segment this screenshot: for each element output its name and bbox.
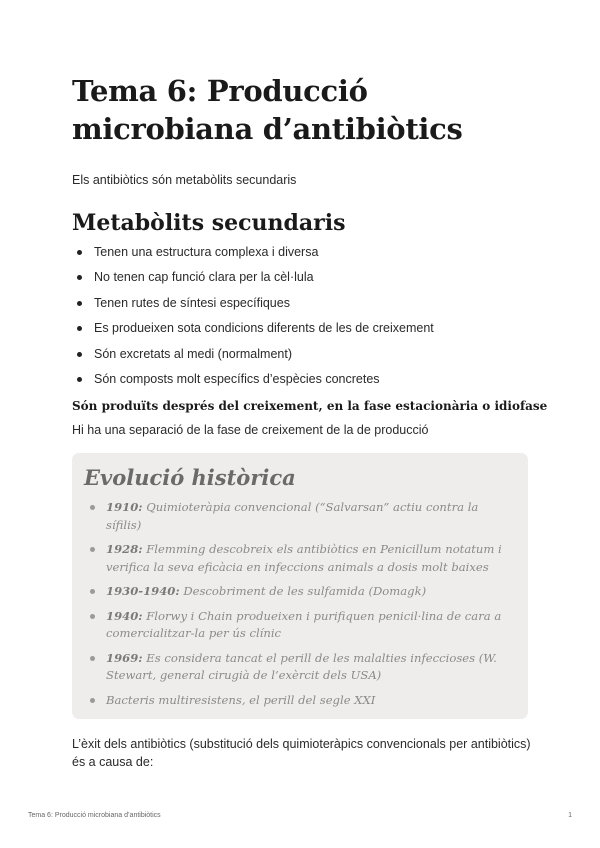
list-item bbox=[72, 269, 532, 294]
list-item-text: Tenen rutes de síntesi específiques bbox=[94, 295, 290, 310]
bullet-icon bbox=[90, 614, 95, 619]
list-item-text: No tenen cap funció clara per la cèl·lula bbox=[94, 270, 314, 285]
history-text: Descobriment de les sulfamida (Domagk) bbox=[179, 584, 427, 598]
history-text: Florwy i Chain produeixen i purifiquen penicil·lina de cara a comercialitzar-la per ús clínic bbox=[106, 608, 502, 640]
bullet-icon bbox=[90, 698, 95, 703]
bullet-icon bbox=[77, 377, 82, 382]
bullet-icon bbox=[77, 326, 82, 331]
history-text: Quimioteràpia convencional (“Salvarsan” actiu contra la sífilis) bbox=[106, 500, 479, 532]
list-item-text: Tenen una estructura complexa i diversa bbox=[94, 245, 319, 259]
list-item bbox=[72, 320, 532, 345]
section-heading: Metabòlits secundaris bbox=[72, 210, 346, 236]
bullet-list bbox=[72, 244, 532, 396]
closing-paragraph: L’èxit dels antibiòtics (substitució dels quimioteràpics convencionals per antibiòtics) és a causa de: bbox=[72, 737, 531, 769]
history-year: 1969: bbox=[106, 650, 143, 665]
page-number: 1 bbox=[568, 812, 572, 819]
bullet-icon bbox=[90, 589, 95, 594]
intro-text: Els antibiòtics són metabòlits secundaris bbox=[72, 173, 297, 187]
history-callout bbox=[72, 453, 528, 719]
list-item bbox=[72, 346, 532, 371]
history-item bbox=[84, 692, 514, 710]
history-year: 1928: bbox=[106, 542, 143, 556]
footer-title: Tema 6: Producció microbiana d’antibiòtics bbox=[28, 812, 161, 819]
history-item bbox=[84, 583, 514, 601]
history-year: 1910: bbox=[106, 500, 143, 514]
list-item-text: Són composts molt específics d’espècies concretes bbox=[94, 371, 380, 386]
history-item bbox=[84, 499, 514, 534]
list-item bbox=[72, 244, 532, 269]
bold-statement: Són produïts després del creixement, en la fase estacionària o idiofase bbox=[72, 399, 548, 413]
history-item bbox=[84, 650, 514, 685]
bullet-icon bbox=[90, 505, 95, 510]
bullet-icon bbox=[77, 352, 82, 357]
history-year: 1940: bbox=[106, 608, 143, 623]
bullet-icon bbox=[77, 275, 82, 280]
callout-heading: Evolució històrica bbox=[84, 465, 296, 490]
separation-note: Hi ha una separació de la fase de creixement de la de producció bbox=[72, 423, 429, 437]
bullet-icon bbox=[90, 656, 95, 661]
history-list bbox=[84, 499, 514, 716]
list-item bbox=[72, 371, 532, 396]
bullet-icon bbox=[77, 301, 82, 306]
history-year: 1930-1940: bbox=[106, 584, 180, 598]
history-text: Es considera tancat el perill de les malalties infeccioses (W. Stewart, general cirugià de l’exèrcit dels USA) bbox=[106, 650, 497, 682]
list-item-text: Són excretats al medi (normalment) bbox=[94, 346, 292, 361]
history-item bbox=[84, 608, 514, 643]
bullet-icon bbox=[77, 250, 82, 255]
list-item-text: Es produeixen sota condicions diferents de les de creixement bbox=[94, 321, 434, 336]
list-item bbox=[72, 295, 532, 320]
page-title: Tema 6: Producció microbiana d’antibiòtics bbox=[72, 74, 463, 146]
history-item bbox=[84, 541, 514, 576]
history-text: Flemming descobreix els antibiòtics en Penicillum notatum i verifica la seva eficàcia en infeccions animals a dosis molt baixes bbox=[106, 542, 502, 574]
bullet-icon bbox=[90, 547, 95, 552]
history-text: Bacteris multiresistens, el perill del segle XXI bbox=[106, 692, 376, 707]
